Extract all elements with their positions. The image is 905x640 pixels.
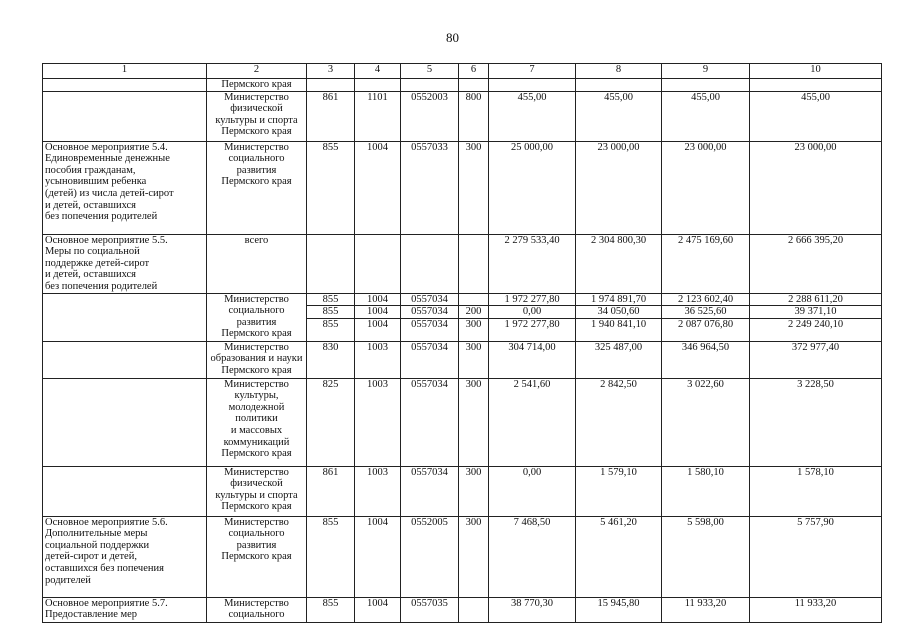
amount-col-8-cell: [576, 293, 662, 341]
table-row: [43, 378, 882, 466]
amount-col-9: 3 022,60: [687, 378, 724, 390]
amount-col-8-cell: [576, 234, 662, 293]
measure-description: без попечения родителей: [45, 280, 158, 292]
responsible-agency: Пермского края: [221, 328, 292, 340]
amount-col-7-cell: [489, 597, 576, 622]
expense-type-code: 200: [459, 305, 488, 318]
amount-col-9-cell: [662, 234, 750, 293]
amount-col-9: 455,00: [691, 91, 720, 103]
expense-type-code-cell: [459, 79, 489, 92]
amount-col-10: 2 288 611,20: [788, 293, 843, 305]
admin-code: 830: [322, 341, 339, 353]
section-code: 1004: [367, 516, 388, 528]
amount-col-7-cell: [489, 341, 576, 378]
responsible-agency-cell: [207, 234, 307, 293]
amount-col-10-cell: [750, 597, 882, 622]
amount-col-9: 23 000,00: [684, 141, 727, 153]
amount-col-8: 325 487,00: [594, 341, 643, 353]
measure-description-cell: [43, 378, 207, 466]
responsible-agency: Министерство: [224, 597, 289, 609]
measure-description: и детей, оставшихся: [45, 269, 137, 281]
amount-col-7: [491, 79, 573, 91]
responsible-agency: Пермского края: [221, 176, 292, 188]
amount-col-9: 346 964,50: [681, 341, 730, 353]
target-article-code: 0557034: [411, 293, 448, 305]
table-row: [43, 597, 882, 622]
target-article-code: 0552005: [411, 516, 448, 528]
expense-type-code-cell: [459, 378, 489, 466]
amount-col-10: [752, 79, 879, 91]
amount-col-9-cell: [662, 141, 750, 234]
admin-code-cell: [307, 341, 355, 378]
amount-col-10-cell: [750, 516, 882, 597]
amount-col-8-cell: [576, 141, 662, 234]
amount-col-8: 2 842,50: [600, 378, 637, 390]
target-article-code: 0557034: [411, 466, 448, 478]
target-article-code: 0557034: [411, 378, 448, 390]
measure-description-cell: [43, 79, 207, 92]
table-row: [43, 91, 882, 141]
measure-description: (детей) из числа детей-сирот: [45, 187, 174, 199]
responsible-agency: Министерство: [224, 466, 289, 478]
column-header: 4: [355, 64, 401, 79]
admin-code-cell: [307, 597, 355, 622]
column-header: 5: [401, 64, 459, 79]
page-number: 80: [446, 30, 459, 45]
expense-type-code-cell: [459, 91, 489, 141]
responsible-agency: Министерство: [224, 293, 289, 305]
amount-col-8: 1 974 891,70: [590, 293, 647, 305]
section-code: 1003: [367, 341, 388, 353]
amount-col-8-cell: [576, 79, 662, 92]
section-code-cell: [355, 79, 401, 92]
amount-col-10-cell: [750, 341, 882, 378]
target-article-code-cell: [401, 91, 459, 141]
measure-description: социальной поддержки: [45, 539, 150, 551]
responsible-agency-cell: [207, 293, 307, 341]
measure-description-cell: [43, 516, 207, 597]
measure-description: Основное мероприятие 5.5.: [45, 234, 168, 246]
table-body: [43, 79, 882, 623]
responsible-agency-cell: [207, 466, 307, 516]
expense-type-code: [461, 235, 486, 247]
admin-code-cell: [307, 79, 355, 92]
amount-col-9-cell: [662, 341, 750, 378]
target-article-code: 0557034: [411, 341, 448, 353]
admin-code: 855: [307, 305, 354, 318]
section-code-cell: [355, 234, 401, 293]
amount-col-10: 2 666 395,20: [787, 234, 844, 246]
responsible-agency: развития: [236, 316, 277, 328]
amount-col-7: 2 541,60: [513, 378, 551, 390]
target-article-code-cell: [401, 141, 459, 234]
amount-col-7-cell: [489, 378, 576, 466]
section-code: [357, 235, 398, 247]
admin-code: 855: [322, 293, 339, 305]
section-code: 1004: [367, 597, 388, 609]
amount-col-8: 34 050,60: [576, 305, 661, 318]
admin-code-cell: [307, 91, 355, 141]
responsible-agency: социального: [228, 528, 285, 540]
responsible-agency: Пермского края: [221, 79, 292, 90]
measure-description: Основное мероприятие 5.4.: [45, 141, 168, 153]
measure-description: оставшихся без попечения: [45, 562, 164, 574]
section-code-cell: [355, 378, 401, 466]
amount-col-10: 372 977,40: [791, 341, 840, 353]
expense-type-code: [461, 598, 486, 610]
expense-type-code: [461, 294, 486, 306]
admin-code: 855: [307, 318, 354, 331]
measure-description: поддержке детей-сирот: [45, 257, 150, 269]
admin-code-cell: [307, 378, 355, 466]
table-row: [43, 466, 882, 516]
measure-description-cell: [43, 341, 207, 378]
responsible-agency: и массовых: [230, 424, 283, 436]
measure-description: родителей: [45, 574, 91, 586]
responsible-agency: физической: [230, 478, 283, 490]
responsible-agency: социального: [228, 609, 285, 621]
amount-col-7: 1 972 277,80: [489, 318, 575, 331]
amount-col-9: [664, 79, 747, 91]
amount-col-8-cell: [576, 466, 662, 516]
amount-col-9: 36 525,60: [662, 305, 749, 318]
expense-type-code-cell: [459, 597, 489, 622]
target-article-code-cell: [401, 79, 459, 92]
target-article-code: 0557033: [411, 141, 448, 153]
column-header: 10: [750, 64, 882, 79]
table-row: [43, 141, 882, 234]
expense-type-code: 300: [465, 141, 482, 153]
section-code-cell: [355, 597, 401, 622]
target-article-code-cell: [401, 516, 459, 597]
target-article-code: 0557035: [411, 597, 448, 609]
measure-description: Меры по социальной: [45, 246, 140, 258]
table-row: [43, 293, 882, 341]
amount-col-9-cell: [662, 293, 750, 341]
amount-col-8: 23 000,00: [597, 141, 640, 153]
expense-type-code-cell: [459, 516, 489, 597]
amount-col-7: 38 770,30: [511, 597, 553, 609]
responsible-agency: культуры и спорта: [215, 489, 298, 501]
amount-col-7-cell: [489, 234, 576, 293]
amount-col-9-cell: [662, 597, 750, 622]
responsible-agency: Министерство: [224, 141, 289, 153]
expense-type-code-cell: [459, 234, 489, 293]
responsible-agency: социального: [228, 153, 285, 165]
target-article-code: [403, 235, 456, 247]
responsible-agency: культуры и спорта: [215, 114, 298, 126]
measure-description-cell: [43, 234, 207, 293]
measure-description: [45, 294, 204, 306]
responsible-agency: развития: [236, 164, 277, 176]
measure-description-cell: [43, 293, 207, 341]
amount-col-7-cell: [489, 79, 576, 92]
responsible-agency: физической: [230, 103, 283, 115]
admin-code-cell: [307, 466, 355, 516]
responsible-agency: развития: [236, 539, 277, 551]
responsible-agency: Министерство: [224, 91, 289, 103]
amount-col-8: 2 304 800,30: [590, 234, 647, 246]
measure-description: без попечения родителей: [45, 211, 158, 223]
responsible-agency: Пермского края: [221, 126, 292, 138]
expense-type-code: 300: [465, 516, 482, 528]
expense-type-code: 300: [465, 466, 482, 478]
responsible-agency-cell: [207, 91, 307, 141]
table-row: [43, 516, 882, 597]
amount-col-8: 455,00: [604, 91, 633, 103]
admin-code: [309, 79, 352, 91]
amount-col-7-cell: [489, 91, 576, 141]
section-code-cell: [355, 293, 401, 341]
expense-type-code-cell: [459, 466, 489, 516]
responsible-agency: образования и науки: [210, 353, 303, 365]
target-article-code-cell: [401, 466, 459, 516]
column-header: 8: [576, 64, 662, 79]
admin-code: 855: [322, 516, 339, 528]
amount-col-9-cell: [662, 378, 750, 466]
budget-table: [42, 63, 882, 623]
expense-type-code-cell: [459, 141, 489, 234]
amount-col-10: 1 578,10: [797, 466, 834, 478]
amount-col-10-cell: [750, 234, 882, 293]
measure-description: [45, 342, 204, 354]
section-code: 1003: [367, 466, 388, 478]
section-code-cell: [355, 141, 401, 234]
column-header: 7: [489, 64, 576, 79]
amount-col-9: 5 598,00: [687, 516, 724, 528]
target-article-code-cell: [401, 378, 459, 466]
amount-col-8-cell: [576, 516, 662, 597]
amount-col-8: 5 461,20: [600, 516, 637, 528]
amount-col-10-cell: [750, 466, 882, 516]
measure-description-cell: [43, 597, 207, 622]
target-article-code-cell: [401, 597, 459, 622]
admin-code-cell: [307, 293, 355, 341]
expense-type-code-cell: [459, 293, 489, 341]
column-header: 6: [459, 64, 489, 79]
amount-col-7: 1 972 277,80: [504, 293, 560, 305]
target-article-code: 0552003: [411, 91, 448, 103]
amount-col-10: 2 249 240,10: [750, 318, 881, 331]
measure-description: [45, 79, 204, 91]
amount-col-10: 3 228,50: [797, 378, 834, 390]
amount-col-9-cell: [662, 516, 750, 597]
amount-col-10-cell: [750, 79, 882, 92]
target-article-code-cell: [401, 234, 459, 293]
amount-col-10-cell: [750, 91, 882, 141]
measure-description-cell: [43, 141, 207, 234]
section-code: [357, 79, 398, 91]
admin-code-cell: [307, 516, 355, 597]
amount-col-10-cell: [750, 378, 882, 466]
measure-description-cell: [43, 91, 207, 141]
amount-col-8-cell: [576, 341, 662, 378]
measure-description: [45, 467, 204, 479]
responsible-agency-cell: [207, 79, 307, 92]
admin-code: 855: [322, 597, 339, 609]
amount-col-10: 455,00: [801, 91, 830, 103]
measure-description: Основное мероприятие 5.6.: [45, 516, 168, 528]
amount-col-10: 5 757,90: [797, 516, 834, 528]
amount-col-7: 455,00: [517, 91, 547, 103]
amount-col-7: 2 279 533,40: [504, 234, 560, 246]
amount-col-10-cell: [750, 293, 882, 341]
expense-type-code: [461, 79, 486, 91]
section-code: 1004: [367, 293, 388, 305]
section-code-cell: [355, 516, 401, 597]
amount-col-8: 1 579,10: [600, 466, 637, 478]
amount-col-9-cell: [662, 466, 750, 516]
measure-description: Предоставление мер: [45, 609, 138, 621]
section-code: 1004: [355, 318, 400, 331]
measure-description-cell: [43, 466, 207, 516]
measure-description: Единовременные денежные: [45, 153, 170, 165]
section-code-cell: [355, 91, 401, 141]
target-article-code-cell: [401, 341, 459, 378]
admin-code: 825: [322, 378, 339, 390]
amount-col-7: 0,00: [489, 305, 575, 318]
responsible-agency-cell: [207, 378, 307, 466]
column-header: 3: [307, 64, 355, 79]
measure-description: [45, 379, 204, 391]
admin-code-cell: [307, 141, 355, 234]
amount-col-8: 1 940 841,10: [576, 318, 661, 331]
measure-description: усыновившим ребенка: [45, 176, 147, 188]
responsible-agency: молодежной: [228, 401, 285, 413]
responsible-agency: Министерство: [224, 378, 289, 390]
amount-col-7-cell: [489, 466, 576, 516]
column-header: 1: [43, 64, 207, 79]
amount-col-9: 2 123 602,40: [677, 293, 734, 305]
amount-col-7-cell: [489, 516, 576, 597]
section-code: 1004: [367, 141, 388, 153]
section-code-cell: [355, 341, 401, 378]
responsible-agency: социального: [228, 305, 285, 317]
amount-col-7: 0,00: [522, 466, 542, 478]
responsible-agency: всего: [244, 234, 269, 246]
amount-col-9: 1 580,10: [687, 466, 724, 478]
expense-type-code: 300: [465, 341, 482, 353]
amount-col-7-cell: [489, 141, 576, 234]
responsible-agency: Пермского края: [221, 551, 292, 563]
responsible-agency: Пермского края: [221, 448, 292, 460]
responsible-agency: коммуникаций: [223, 436, 290, 448]
admin-code: 861: [322, 91, 339, 103]
amount-col-8-cell: [576, 597, 662, 622]
responsible-agency: культуры,: [234, 390, 279, 402]
admin-code: 855: [322, 141, 339, 153]
amount-col-7: 304 714,00: [508, 341, 556, 353]
admin-code-cell: [307, 234, 355, 293]
amount-col-10: 11 933,20: [794, 597, 837, 609]
table-row: [43, 79, 882, 92]
responsible-agency-cell: [207, 141, 307, 234]
measure-description: Основное мероприятие 5.7.: [45, 597, 168, 609]
section-code: 1003: [367, 378, 388, 390]
expense-type-code: 800: [465, 91, 482, 103]
table-row: [43, 234, 882, 293]
responsible-agency: Пермского края: [221, 364, 292, 376]
amount-col-7: 25 000,00: [511, 141, 553, 153]
table-row: [43, 341, 882, 378]
amount-col-10: 23 000,00: [794, 141, 837, 153]
amount-col-7-cell: [489, 293, 576, 341]
amount-col-9: 2 475 169,60: [677, 234, 734, 246]
amount-col-8: [578, 79, 659, 91]
amount-col-8: 15 945,80: [597, 597, 640, 609]
expense-type-code: 300: [465, 378, 482, 390]
measure-description: пособия гражданам,: [45, 164, 136, 176]
measure-description: [45, 92, 204, 104]
target-article-code: 0557034: [401, 318, 458, 331]
measure-description: детей-сирот и детей,: [45, 551, 137, 563]
amount-col-9-cell: [662, 91, 750, 141]
expense-type-code-cell: [459, 341, 489, 378]
amount-col-7: 7 468,50: [513, 516, 551, 528]
measure-description: Дополнительные меры: [45, 528, 148, 540]
amount-col-8-cell: [576, 91, 662, 141]
amount-col-9: 11 933,20: [684, 597, 727, 609]
responsible-agency: Министерство: [224, 516, 289, 528]
responsible-agency: политики: [235, 413, 278, 425]
section-code-cell: [355, 466, 401, 516]
target-article-code: [403, 79, 456, 91]
expense-type-code: 300: [459, 318, 488, 331]
responsible-agency-cell: [207, 597, 307, 622]
column-header: 2: [207, 64, 307, 79]
section-code: 1004: [355, 305, 400, 318]
measure-description: и детей, оставшихся: [45, 199, 137, 211]
target-article-code-cell: [401, 293, 459, 341]
amount-col-9: 2 087 076,80: [662, 318, 749, 331]
responsible-agency: Министерство: [224, 341, 289, 353]
responsible-agency: Пермского края: [221, 501, 292, 513]
target-article-code: 0557034: [401, 305, 458, 318]
admin-code: [309, 235, 352, 247]
admin-code: 861: [322, 466, 339, 478]
amount-col-10: 39 371,10: [750, 305, 881, 318]
header-row: [43, 64, 882, 79]
responsible-agency-cell: [207, 516, 307, 597]
column-header: 9: [662, 64, 750, 79]
section-code: 1101: [367, 91, 388, 103]
amount-col-8-cell: [576, 378, 662, 466]
amount-col-9-cell: [662, 79, 750, 92]
amount-col-10-cell: [750, 141, 882, 234]
responsible-agency-cell: [207, 341, 307, 378]
